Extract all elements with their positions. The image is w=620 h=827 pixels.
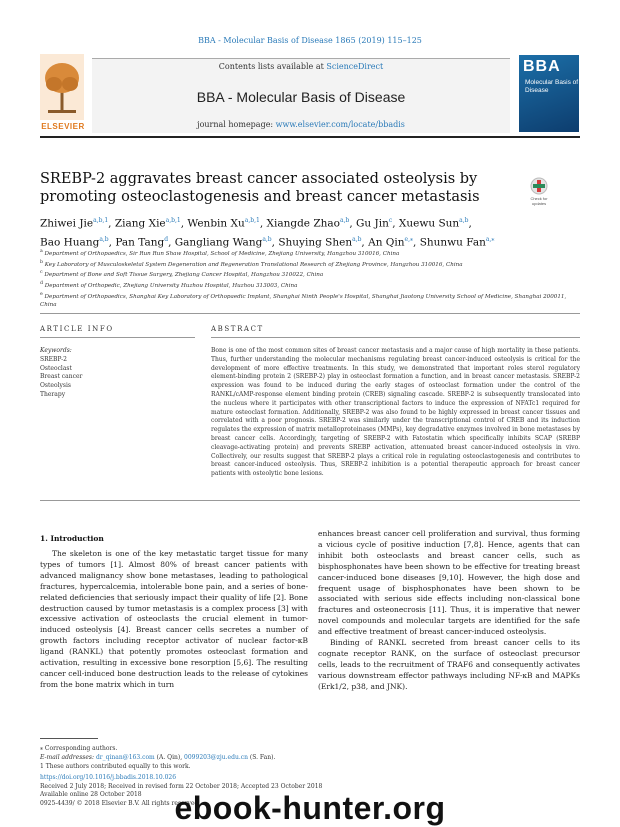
intro-paragraph: Binding of RANKL secreted from breast cancer cells to its cognate receptor RANK, on the surface of osteoclast precursor cells, leads to the recruitment of TRAF6 and consequently activates various downstream effector pathways including NF-κB and MAPKs (Erk1/2, p38, and JNK). xyxy=(318,638,580,691)
journal-reference[interactable]: BBA - Molecular Basis of Disease 1865 (2019) 115–125 xyxy=(198,36,422,45)
keyword: Osteoclast xyxy=(40,364,72,372)
author-name[interactable]: Xiangde Zhao xyxy=(266,217,340,230)
author-affiliation-marker[interactable]: a,b,1 xyxy=(244,217,260,224)
header-rule xyxy=(40,136,580,138)
affiliation-item xyxy=(40,280,580,291)
affiliation-marker: a xyxy=(40,249,43,254)
keywords-heading: Keywords: xyxy=(40,347,72,354)
equal-contribution-note: 1 These authors contributed equally to this work. xyxy=(40,763,191,770)
affiliation-item xyxy=(40,291,580,310)
author-name[interactable]: Bao Huang xyxy=(40,236,100,248)
affiliation-text: Key Laboratory of Musculoskeletal System Degeneration and Regeneration Translational Research of Zhejiang Province, Hangzhou 310016, China xyxy=(42,261,463,268)
sciencedirect-link[interactable]: ScienceDirect xyxy=(326,62,384,71)
author-affiliation-marker[interactable]: e,⁎ xyxy=(404,235,413,243)
keyword: SREBP-2 xyxy=(40,355,67,363)
cover-title: BBA xyxy=(523,58,561,75)
journal-cover[interactable] xyxy=(519,55,579,132)
copyright: 0925-4439/ © 2018 Elsevier B.V. All rights reserved. xyxy=(40,799,201,807)
email-owner: (S. Fan). xyxy=(249,754,276,761)
email-link[interactable]: dr_qinan@163.com xyxy=(95,754,155,761)
author-affiliation-marker[interactable]: a,⁎ xyxy=(485,235,495,243)
author-name[interactable]: An Qin xyxy=(368,236,405,248)
doi-link[interactable]: https://doi.org/10.1016/j.bbadis.2018.10.026 xyxy=(40,774,177,781)
author-affiliation-marker[interactable]: a,b xyxy=(459,217,469,224)
journal-homepage xyxy=(92,120,510,129)
author-name[interactable]: Pan Tang xyxy=(115,236,165,248)
article-title: SREBP-2 aggravates breast cancer associated osteolysis by promoting osteoclastogenesis and breast cancer metastasis xyxy=(40,171,480,205)
affiliation-list xyxy=(40,248,580,310)
keywords-block xyxy=(40,347,190,400)
article-info-rule xyxy=(40,337,195,338)
affiliation-marker: e xyxy=(40,291,43,297)
affiliation-text: Department of Orthopaedics, Sir Run Run Shaw Hospital, School of Medicine, Zhejiang University, Hangzhou 310016, China xyxy=(42,250,400,257)
intro-paragraph: enhances breast cancer cell proliferation and survival, thus forming a vicious cycle of positive induction [7,8]. Hence, agents that can inhibit both osteoclasts and breast cancer cells, such as bisphosphonates have been shown to be effective for treating breast cancer-induced bone diseases [9,10]. However, the high dose and frequent usage of bisphosphonates have been shown to be associated with serious side effects including non-classical bone fractures and osteonecrosis [11]. Thus, it is imperative that newer novel compounds and molecular targets are identified for the safe and effective treatment of breast cancer-induced osteolysis. xyxy=(318,529,580,637)
intro-left-column xyxy=(40,549,308,691)
received-dates: Received 2 July 2018; Received in revised form 22 October 2018; Accepted 23 October 2018 xyxy=(40,782,323,790)
author-line-1: Zhiwei Jie$^{a,b,1}$, Ziang Xie$^{a,b,1}$, Wenbin Xu$^{a,b,1}$, Xiangde Zhao$^{a,b}$, Gu Jin$^c$, Xuewu Sun$^{a,b}$, xyxy=(40,217,472,230)
intro-heading: 1. Introduction xyxy=(40,534,104,543)
author-name[interactable]: Zhiwei Jie xyxy=(40,217,94,230)
affiliation-text: Department of Orthopaedics, Shanghai Key Laboratory of Orthopaedic Implant, Shanghai Ninth People's Hospital, Shanghai Jiaotong University School of Medicine, Shanghai 200011, China xyxy=(40,293,567,309)
author-affiliation-marker[interactable]: d xyxy=(164,235,169,243)
homepage-prefix: journal homepage: xyxy=(197,120,274,129)
watermark-text: ebook-hunter.org xyxy=(174,790,446,826)
contents-line xyxy=(92,62,510,71)
author-affiliation-marker[interactable]: a,b,1 xyxy=(93,217,109,224)
affiliation-item xyxy=(40,248,580,259)
crossmark-badge[interactable] xyxy=(524,176,554,210)
affiliation-text: Department of Bone and Soft Tissue Surgery, Zhejiang Cancer Hospital, Hangzhou 310022, China xyxy=(42,272,324,279)
email-line xyxy=(40,753,340,762)
keyword: Breast cancer xyxy=(40,373,83,381)
cover-subtitle: Molecular Basis of Disease xyxy=(525,79,579,94)
author-name[interactable]: Gangliang Wang xyxy=(174,236,263,248)
footnote-rule xyxy=(40,738,98,739)
affiliation-item xyxy=(40,259,580,270)
keyword: Osteolysis xyxy=(40,382,71,390)
article-info-heading: ARTICLE INFO xyxy=(40,325,114,333)
email-label: E-mail addresses: xyxy=(40,754,95,761)
author-affiliation-marker[interactable]: a,b,1 xyxy=(165,217,181,224)
affiliation-marker: d xyxy=(40,280,43,286)
online-date: Available online 28 October 2018 xyxy=(40,791,142,799)
elsevier-tree-logo-icon xyxy=(40,54,84,132)
intro-paragraph: The skeleton is one of the key metastatic target tissue for many types of tumors [1]. Almost 80% of breast cancer patients with advanced malignancy show bone metastases, leading to pathological fractures, hypercalcemia, intolerable bone pain, and a series of bone-related deficiencies that seriously impact their quality of life [2]. Bone destruction caused by tumor metastasis is a complex process [3] with excessive activation of osteoclasts the crucial element in tumor-induced osteolysis [4]. Breast cancer cells secretes a number of growth factors including receptor activator of nuclear factor-κB ligand (RANKL) that potently promotes osteoclast formation and activation, resulting in excessive bone resorption [5,6]. The resulting cancer cell-induced bone destruction leads to the release of cytokines from the bone matrix which in turn xyxy=(40,549,308,689)
author-name[interactable]: Ziang Xie xyxy=(114,217,166,230)
author-affiliation-marker[interactable]: a,b xyxy=(352,235,362,243)
elsevier-wordmark: ELSEVIER xyxy=(41,122,85,131)
journal-title: BBA - Molecular Basis of Disease xyxy=(196,89,406,105)
author-name[interactable]: Wenbin Xu xyxy=(187,217,245,230)
author-line-2: Bao Huang$^{a,b}$, Pan Tang$^d$, Gangliang Wang$^{a,b}$, Shuying Shen$^{a,b}$, An Qin$^{e,⁎}$, Shunwu Fan$^{a,⁎}$ xyxy=(40,235,495,248)
footnotes xyxy=(40,744,340,771)
crossmark-icon xyxy=(524,176,554,196)
homepage-link[interactable]: www.elsevier.com/locate/bbadis xyxy=(275,120,405,129)
author-name[interactable]: Xuewu Sun xyxy=(398,217,460,230)
abstract-rule xyxy=(211,337,580,338)
affiliation-marker: b xyxy=(40,259,43,265)
affiliation-text: Department of Orthopedic, Zhejiang University Huzhou Hospital, Huzhou 313003, China xyxy=(42,282,298,289)
affiliation-item xyxy=(40,269,580,280)
author-affiliation-marker[interactable]: a,b xyxy=(262,235,272,243)
abstract-end-rule xyxy=(40,500,580,501)
author-affiliation-marker[interactable]: a,b xyxy=(340,217,350,224)
contents-prefix: Contents lists available at xyxy=(218,62,324,71)
author-affiliation-marker[interactable]: c xyxy=(388,217,393,224)
author-list xyxy=(40,213,570,250)
crossmark-label: Check for updates xyxy=(530,196,548,206)
abstract-heading: ABSTRACT xyxy=(211,325,264,333)
corresponding-note: ⁎ Corresponding authors. xyxy=(40,745,118,752)
author-name[interactable]: Shuying Shen xyxy=(278,236,353,248)
intro-right-column xyxy=(318,529,580,693)
email-link[interactable]: 0099203@zju.edu.cn xyxy=(184,754,248,761)
author-name[interactable]: Shunwu Fan xyxy=(419,236,486,248)
author-name[interactable]: Gu Jin xyxy=(356,217,389,230)
section-rule xyxy=(40,313,580,314)
keyword: Therapy xyxy=(40,390,66,398)
email-owner: (A. Qin), xyxy=(156,754,183,761)
abstract-text: Bone is one of the most common sites of breast cancer metastasis and a major cause of high mortality in these patients. Thus, further understanding the molecular mechanisms regulating breast cancer-induced osteolysis is critical for the development of more effective treatments. In this study, we demonstrated that important roles sterol regulatory element-binding protein 2 (SREBP-2) play in osteoclast formation a function, and in breast cancer metastasis. SREBP-2 expression was found to be induced during the early stages of osteoclast formation under the control of the RANKL/cAMP-response element binding protein (CREB) signaling cascade. SREBP-2 is subsequently translocated into the nucleus where it participates with other transcriptional factors to induce the expression of NFATc1 required for mature osteoclast formation. Additionally, SREBP-2 was also found to be highly expressed in breast cancer tissues and correlated with a poor prognosis. SREBP-2 was similarly under the transcriptional control of CREB and its induction regulates the expression of matrix metalloproteinases (MMPs), key degradative enzymes involved in bone metastases by breast cancer cells. Accordingly, targeting of SREBP-2 with Fatostatin which specifically inhibits SCAP (SREBP cleavage-activating protein) and prevents SREBP activation, attenuated breast cancer-induced osteolysis in vivo. Collectively, our results suggest that SREBP-2 plays a critical role in regulating osteoclastogenesis and contributes to breast cancer-induced osteolysis. Thus, SREBP-2 inhibition is a potential therapeutic approach for breast cancer patients with osteolytic bone lesions. xyxy=(211,347,580,478)
affiliation-marker: c xyxy=(40,270,43,276)
author-affiliation-marker[interactable]: a,b xyxy=(99,235,109,243)
